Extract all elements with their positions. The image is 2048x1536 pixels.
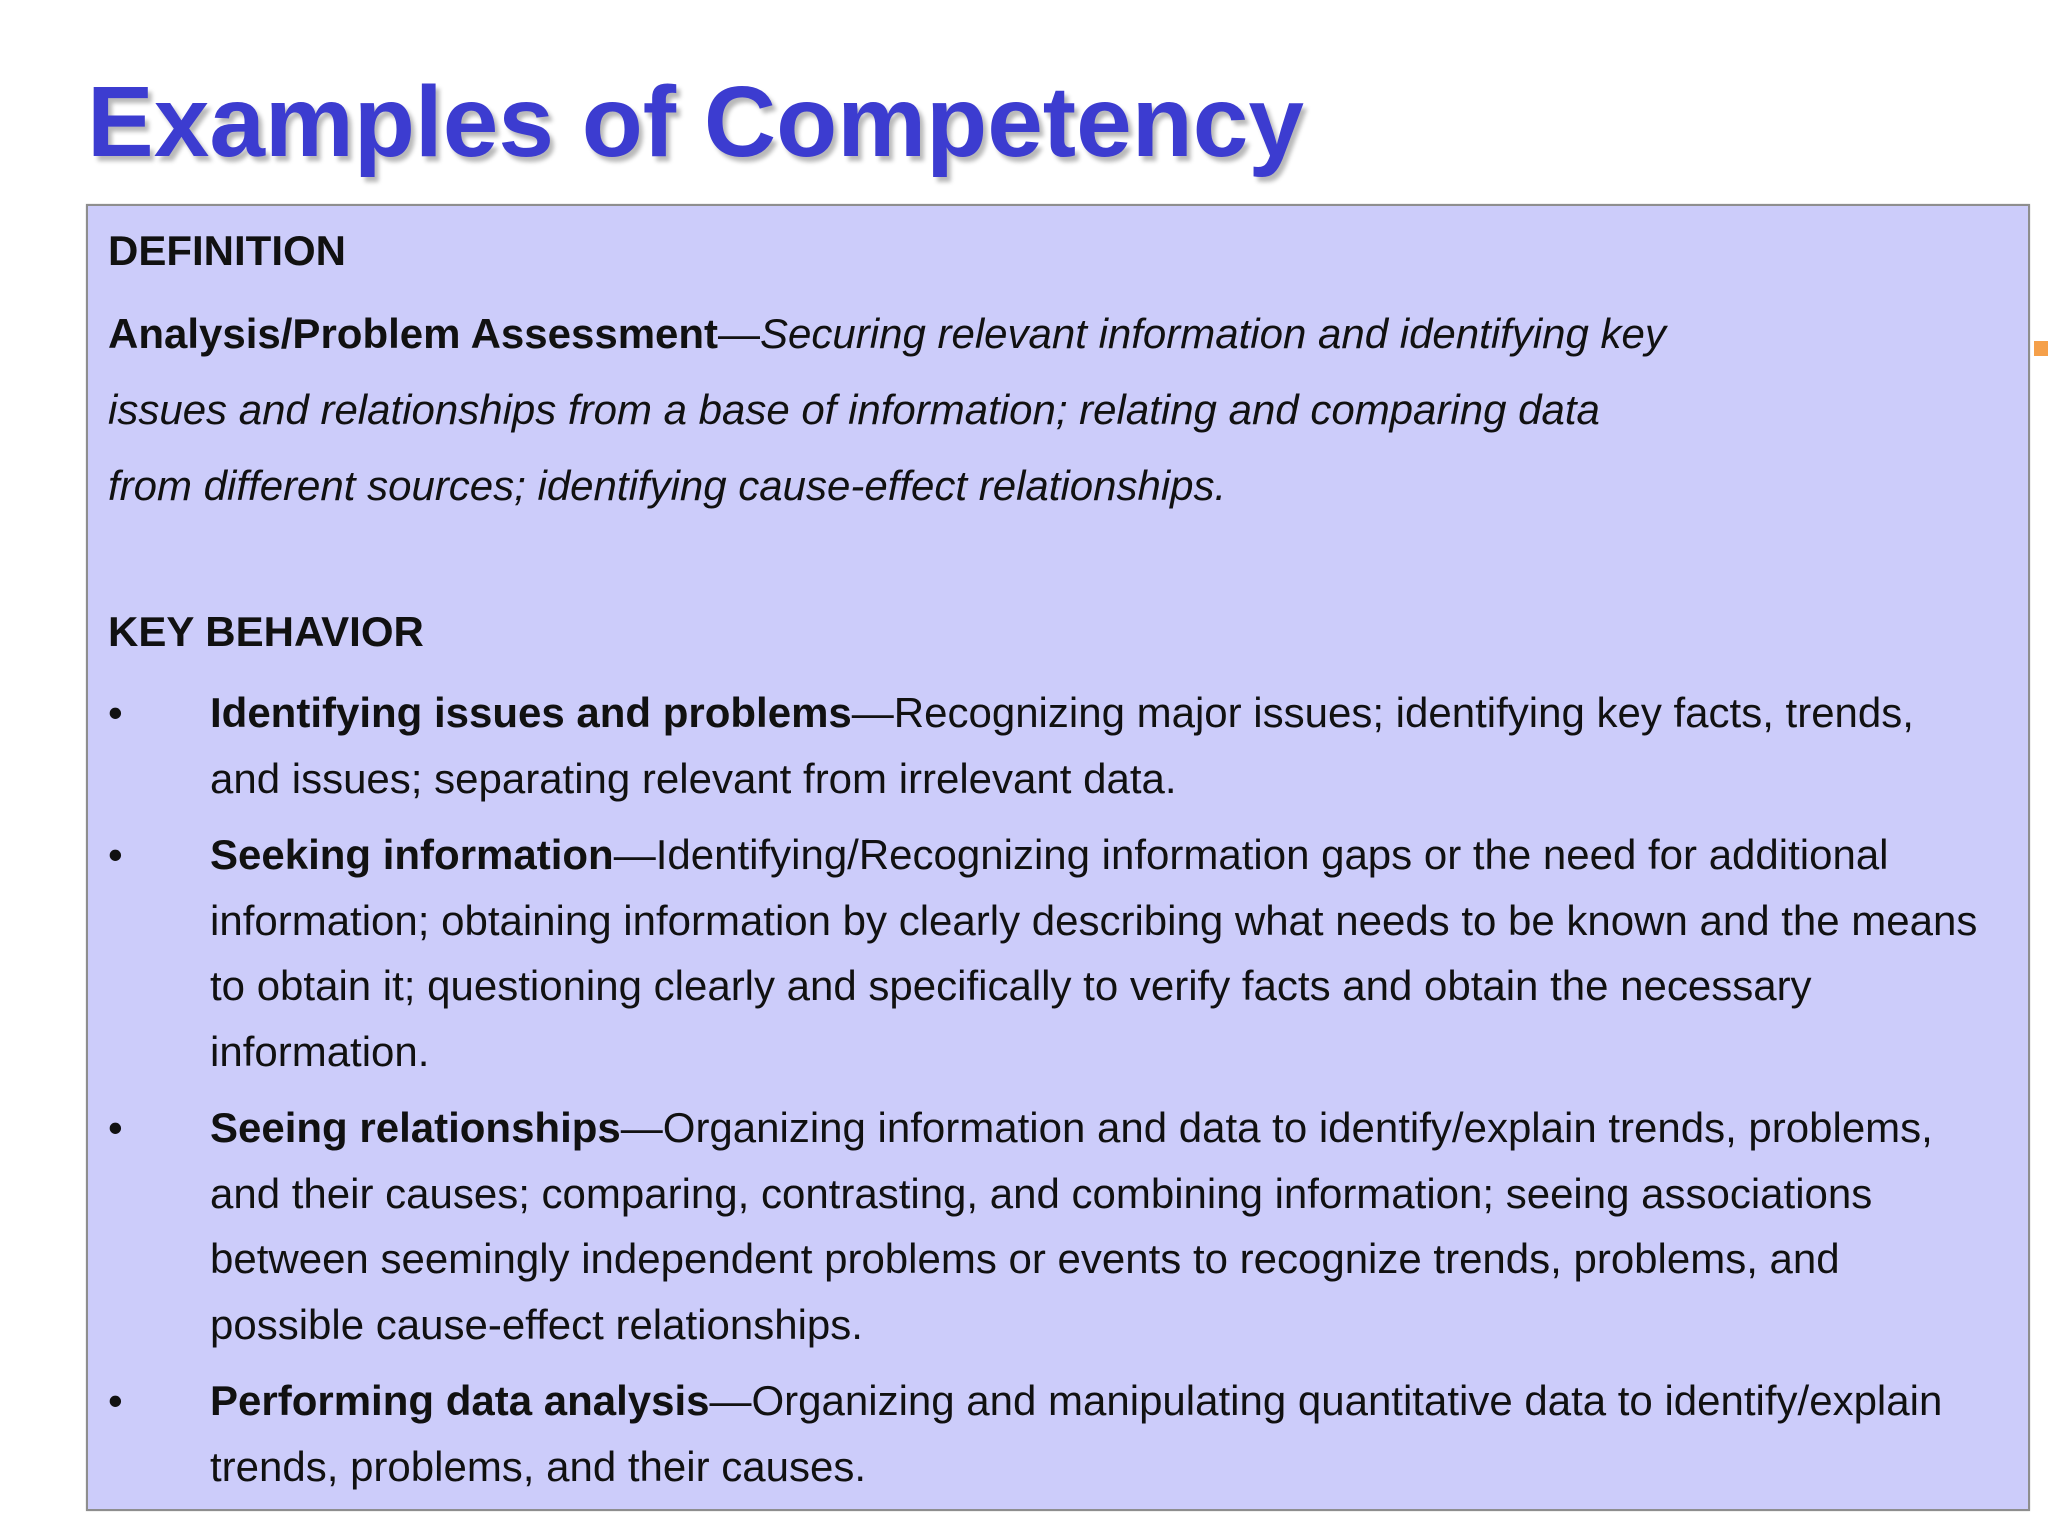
- orange-accent-mark: [2034, 341, 2048, 356]
- definition-dash: —: [718, 310, 761, 357]
- definition-line-3: from different sources; identifying cause-effect relationships.: [108, 462, 1227, 509]
- competency-content-box: [86, 204, 2030, 1511]
- key-behavior-list: [88, 680, 2032, 1510]
- bullet-icon: •: [108, 1377, 123, 1424]
- behavior-description: —Organizing and manipulating quantitative data to identify/explain trends, problems, and their causes.: [210, 1377, 1943, 1490]
- definition-term: Analysis/Problem Assessment: [108, 310, 719, 357]
- behavior-description: —Recognizing major issues; identifying key facts, trends, and issues; separating relevant from irrelevant data.: [210, 689, 1914, 802]
- behavior-item-seeking-information: [88, 822, 2032, 1084]
- behavior-term: Seeking information: [210, 831, 614, 878]
- key-behavior-heading: KEY BEHAVIOR: [108, 608, 424, 655]
- behavior-item-seeing-relationships: [88, 1095, 2032, 1357]
- bullet-icon: •: [108, 689, 123, 736]
- bullet-icon: •: [108, 831, 123, 878]
- behavior-term: Identifying issues and problems: [210, 689, 852, 736]
- definition-heading: DEFINITION: [108, 227, 346, 274]
- behavior-item-data-analysis: [88, 1368, 2032, 1499]
- behavior-term: Seeing relationships: [210, 1104, 621, 1151]
- behavior-term: Performing data analysis: [210, 1377, 710, 1424]
- behavior-description: —Organizing information and data to identify/explain trends, problems, and their causes; comparing, contrasting, and combining information; seeing associations between seemingly independent problems or events to recognize trends, problems, and possible cause-effect relationships.: [210, 1104, 1933, 1348]
- behavior-description: —Identifying/Recognizing information gaps or the need for additional information; obtaining information by clearly describing what needs to be known and the means to obtain it; questioning clearly and specifically to verify facts and obtain the necessary information.: [210, 831, 1978, 1075]
- behavior-item-identifying-issues: [88, 680, 2032, 811]
- definition-line-1: Securing relevant information and identifying key: [760, 310, 1666, 357]
- bullet-icon: •: [108, 1104, 123, 1151]
- page-title: Examples of Competency: [87, 66, 1305, 178]
- definition-text: [108, 296, 1868, 524]
- definition-line-2: issues and relationships from a base of information; relating and comparing data: [108, 386, 1600, 433]
